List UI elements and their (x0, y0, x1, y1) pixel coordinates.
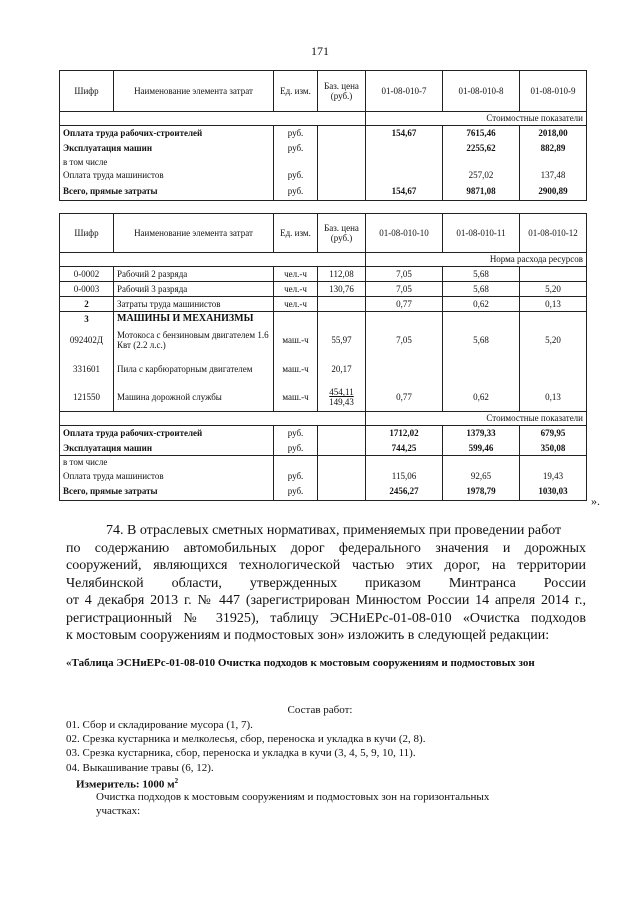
table-row (60, 441, 587, 456)
table-title: «Таблица ЭСНиЕРс-01-08-010 Очистка подходов к мостовым сооружениям и подмостовых зон (66, 657, 535, 669)
paragraph-line: Челябинской области, утвержденных приказом Минтранса России (66, 576, 586, 591)
paragraph-line: к мостовым сооружениям и подмостовых зон» изложить в следующей редакции: (66, 628, 550, 643)
row-unit: руб. (274, 168, 318, 183)
row-name: Всего, прямые затраты (60, 483, 274, 500)
row-unit: маш.-ч (274, 355, 318, 384)
final-line: Очистка подходов к мостовым сооружениям и подмостовых зон на горизонтальных (96, 791, 490, 803)
header-col-3: 01-08-010-12 (520, 214, 587, 253)
section-label: Стоимостные показатели (366, 112, 587, 126)
row-unit: руб. (274, 183, 318, 201)
row-unit: руб. (274, 468, 318, 483)
row-value-1: 1712,02 (366, 426, 443, 441)
table-row (60, 156, 587, 168)
row-name: Рабочий 3 разряда (114, 282, 274, 297)
row-price: 20,17 (318, 355, 366, 384)
page-number: 171 (311, 44, 329, 58)
row-value-1: 0,77 (366, 384, 443, 412)
row-unit: руб. (274, 483, 318, 500)
row-value-3: 5,20 (520, 282, 587, 297)
row-value-2: 1978,79 (443, 483, 520, 500)
row-value-2: 257,02 (443, 168, 520, 183)
row-unit: маш.-ч (274, 326, 318, 355)
row-value-3: 5,20 (520, 326, 587, 355)
row-name: Оплата труда рабочих-строителей (60, 126, 274, 141)
row-value-1: 154,67 (366, 126, 443, 141)
row-value-1: 7,05 (366, 282, 443, 297)
table-header-row (60, 214, 587, 253)
row-value-2: 0,62 (443, 297, 520, 312)
header-base-price: Баз. цена (руб.) (318, 71, 366, 112)
row-name: Рабочий 2 разряда (114, 267, 274, 282)
table-row (60, 126, 587, 141)
row-name: Затраты труда машинистов (114, 297, 274, 312)
row-price (318, 297, 366, 312)
row-value-3: 0,13 (520, 297, 587, 312)
row-unit: руб. (274, 426, 318, 441)
row-price: 149,43 (329, 397, 354, 408)
table-row (60, 183, 587, 201)
row-value-1: 2456,27 (366, 483, 443, 500)
row-code: 2 (60, 297, 114, 312)
header-col-2: 01-08-010-11 (443, 214, 520, 253)
work-item: 03. Срезка кустарника, сбор, переноска и укладка в кучи (3, 4, 5, 9, 10, 11). (66, 747, 416, 759)
row-value-1 (366, 168, 443, 183)
row-unit: руб. (274, 141, 318, 156)
row-unit: руб. (274, 126, 318, 141)
meter-sup: 2 (174, 777, 179, 785)
cost-table-1 (59, 70, 587, 201)
row-name: в том числе (60, 456, 274, 469)
row-value-3: 882,89 (520, 141, 587, 156)
meter-text: Измеритель: 1000 м (76, 778, 175, 791)
header-col-1: 01-08-010-10 (366, 214, 443, 253)
row-value-2: 0,62 (443, 384, 520, 412)
row-value-2: 599,46 (443, 441, 520, 456)
table-row (60, 282, 587, 297)
row-value-2: 9871,08 (443, 183, 520, 201)
row-value-2: 5,68 (443, 282, 520, 297)
paragraph-line (66, 522, 586, 539)
table-row (60, 456, 587, 469)
row-code: 121550 (60, 384, 114, 412)
row-code: 0-0002 (60, 267, 114, 282)
table-row (60, 168, 587, 183)
row-code: 3 (60, 312, 114, 326)
row-value-3: 0,13 (520, 384, 587, 412)
row-code: 0-0003 (60, 282, 114, 297)
row-value-1: 0,77 (366, 297, 443, 312)
row-name: Мотокоса с бензиновым двигателем 1.6 Квт (2.2 л.с.) (114, 326, 274, 355)
work-item: 02. Срезка кустарника и мелколесья, сбор, переноска и укладка в кучи (2, 8). (66, 733, 426, 745)
cost-table-2 (59, 213, 587, 501)
row-value-3: 137,48 (520, 168, 587, 183)
row-value-2: 7615,46 (443, 126, 520, 141)
closing-quote: ». (591, 494, 600, 508)
header-unit: Ед. изм. (274, 214, 318, 253)
row-value-3: 2900,89 (520, 183, 587, 201)
row-unit: руб. (274, 441, 318, 456)
row-value-2: 5,68 (443, 267, 520, 282)
table-row (60, 355, 587, 384)
row-value-1: 115,06 (366, 468, 443, 483)
meter-label (76, 777, 178, 791)
row-price: 55,97 (318, 326, 366, 355)
table-row (60, 426, 587, 441)
work-heading: Состав работ: (287, 704, 353, 716)
table-row (60, 326, 587, 355)
row-value-2: 1379,33 (443, 426, 520, 441)
section-row (60, 412, 587, 426)
header-name: Наименование элемента затрат (114, 214, 274, 253)
row-price: 130,76 (318, 282, 366, 297)
row-name: Оплата труда рабочих-строителей (60, 426, 274, 441)
row-code: 092402Д (60, 326, 114, 355)
section-row (60, 253, 587, 267)
row-name: в том числе (60, 156, 274, 168)
header-code: Шифр (60, 214, 114, 253)
row-price: 112,08 (318, 267, 366, 282)
table-row (60, 297, 587, 312)
row-value-2: 5,68 (443, 326, 520, 355)
header-code: Шифр (60, 71, 114, 112)
row-name: Пила с карбюраторным двигателем (114, 355, 274, 384)
header-col-2: 01-08-010-8 (443, 71, 520, 112)
section-label: Стоимостные показатели (366, 412, 587, 426)
header-col-3: 01-08-010-9 (520, 71, 587, 112)
final-line: участках: (96, 805, 141, 817)
row-unit: чел.-ч (274, 267, 318, 282)
row-value-3 (520, 355, 587, 384)
table-row (60, 483, 587, 500)
work-item: 01. Сбор и складирование мусора (1, 7). (66, 719, 253, 731)
row-price-old: 454,11 (329, 386, 354, 397)
row-unit: чел.-ч (274, 282, 318, 297)
row-value-3: 679,95 (520, 426, 587, 441)
table-header-row (60, 71, 587, 112)
paragraph-line: регистрационный № 31925), таблицу ЭСНиЕРс-01-08-010 «Очистка подходов (66, 611, 586, 626)
row-name: Машина дорожной службы (114, 384, 274, 412)
row-code: 331601 (60, 355, 114, 384)
norm-label: Норма расхода ресурсов (366, 253, 587, 267)
row-name: Оплата труда машинистов (60, 168, 274, 183)
row-value-1: 7,05 (366, 326, 443, 355)
row-value-1 (366, 355, 443, 384)
row-unit: маш.-ч (274, 384, 318, 412)
row-value-2: 2255,62 (443, 141, 520, 156)
header-name: Наименование элемента затрат (114, 71, 274, 112)
row-name: Эксплуатация машин (60, 441, 274, 456)
row-value-3: 1030,03 (520, 483, 587, 500)
row-value-2: 92,65 (443, 468, 520, 483)
table-row (60, 267, 587, 282)
header-col-1: 01-08-010-7 (366, 71, 443, 112)
row-value-3 (520, 267, 587, 282)
row-value-1: 744,25 (366, 441, 443, 456)
row-unit: чел.-ч (274, 297, 318, 312)
work-item: 04. Выкашивание травы (6, 12). (66, 762, 214, 774)
row-value-2 (443, 355, 520, 384)
machines-title: МАШИНЫ И МЕХАНИЗМЫ (114, 312, 274, 326)
row-value-3: 2018,00 (520, 126, 587, 141)
header-unit: Ед. изм. (274, 71, 318, 112)
row-value-1: 154,67 (366, 183, 443, 201)
final-text (96, 790, 566, 818)
row-value-1: 7,05 (366, 267, 443, 282)
section-row (60, 112, 587, 126)
row-name: Эксплуатация машин (60, 141, 274, 156)
paragraph-line: от 4 декабря 2013 г. № 447 (зарегистрирован Минюстом России 14 апреля 2014 г., (66, 593, 586, 608)
header-base-price: Баз. цена (руб.) (318, 214, 366, 253)
section-row (60, 312, 587, 326)
row-value-1 (366, 141, 443, 156)
paragraph-text: 74. В отраслевых сметных нормативах, применяемых при проведении работ (106, 523, 562, 538)
row-price-cell (318, 384, 366, 412)
table-row (60, 468, 587, 483)
row-value-3: 19,43 (520, 468, 587, 483)
row-value-3: 350,08 (520, 441, 587, 456)
row-name: Оплата труда машинистов (60, 468, 274, 483)
table-row (60, 141, 587, 156)
paragraph-line: по содержанию автомобильных дорог федерального значения и дорожных (66, 541, 586, 556)
row-name: Всего, прямые затраты (60, 183, 274, 201)
paragraph-line: сооружений, являющихся технологической частью этих дорог, на территории (66, 558, 586, 573)
table-row (60, 384, 587, 412)
